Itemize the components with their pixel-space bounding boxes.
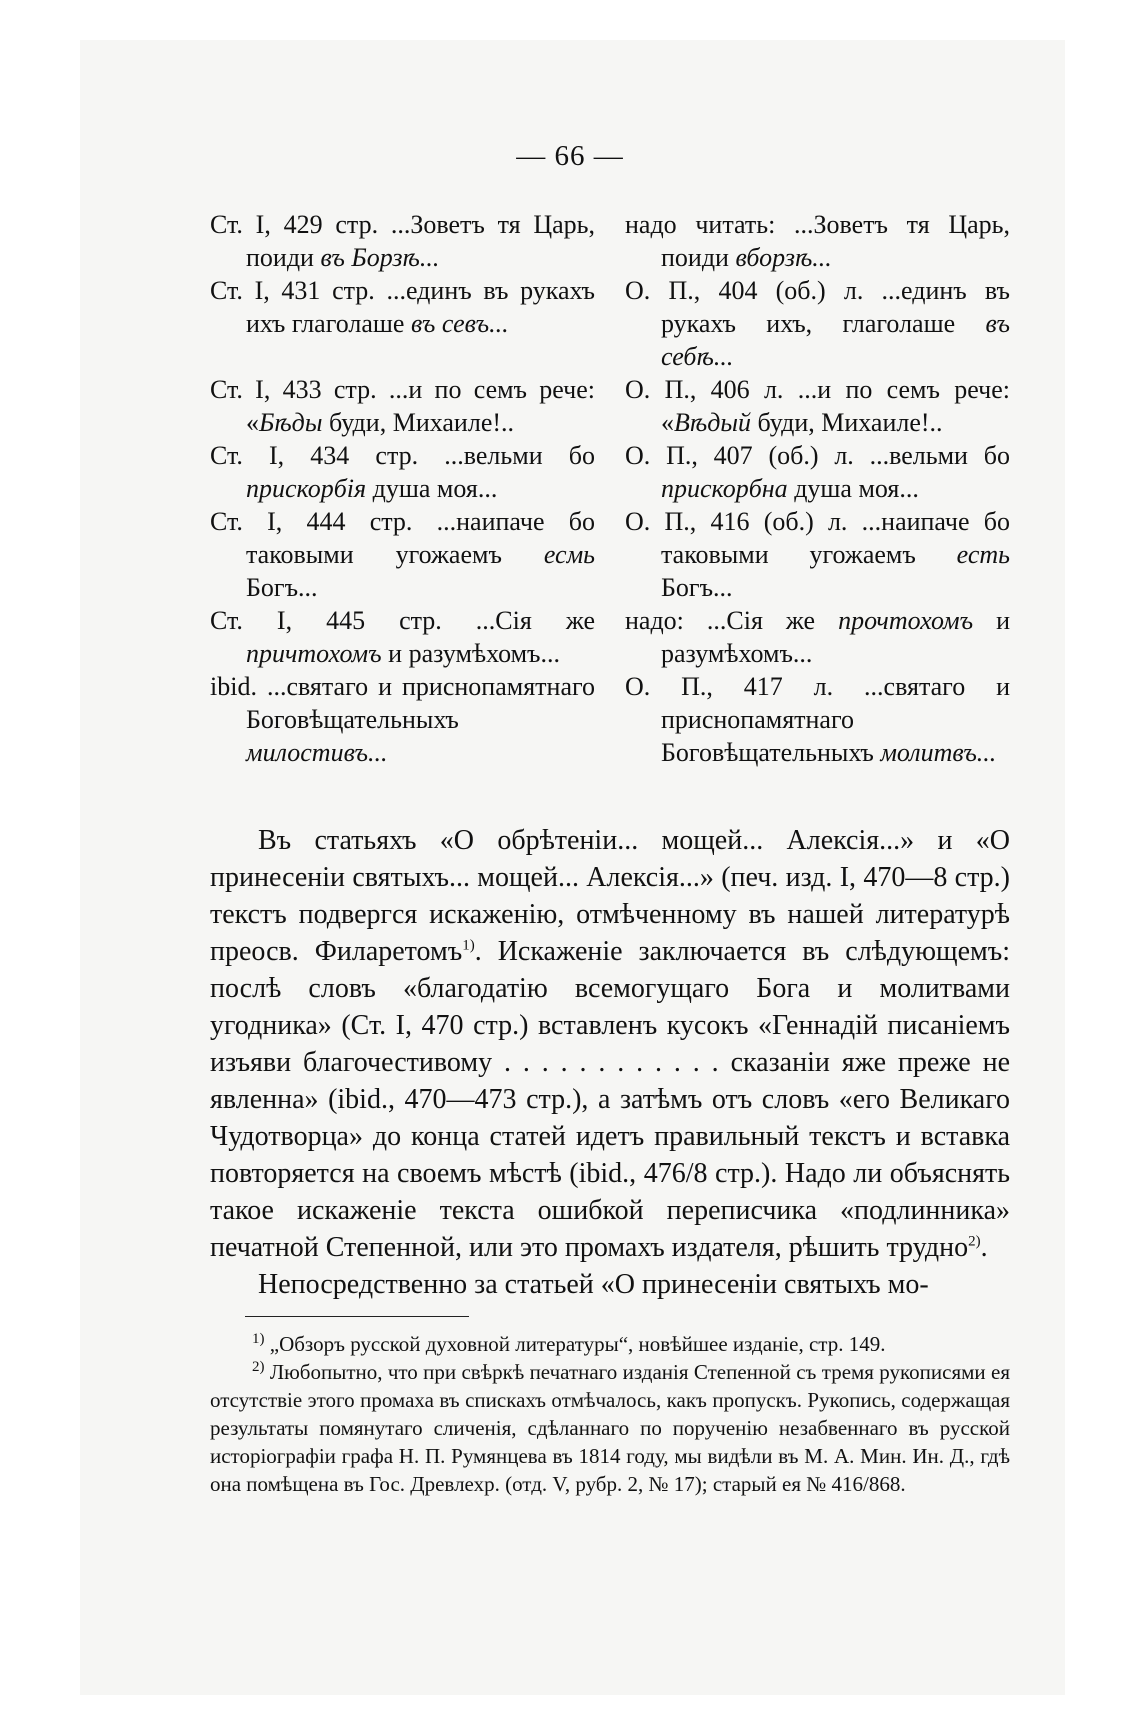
footnote-divider: [245, 1316, 469, 1317]
page-number: — 66 —: [516, 140, 624, 172]
manuscript-reading: О. П., 404 (об.) л. ...единъ въ рукахъ ихъ, глаголаше въ себѣ...: [625, 276, 1010, 371]
footnote: $^{1)}$ „Обзоръ русской духовной литературы“, новѣйшее изданіе, стр. 149.: [252, 1331, 886, 1356]
footnote-marker: 2): [252, 1359, 265, 1375]
comparison-row: [210, 208, 1010, 274]
italic-text: въ Борзѣ...: [320, 243, 440, 272]
printed-edition-reading: ibid. ...святаго и приснопамятнаго Боговѣщательныхъ милостивъ...: [210, 672, 595, 767]
italic-text: Вѣдый: [674, 408, 751, 437]
comparison-table: [210, 208, 1010, 769]
italic-text: причтохомъ: [246, 639, 382, 668]
body-paragraph: Непосредственно за статьей «О принесеніи святыхъ мо-: [258, 1269, 929, 1300]
italic-text: есмь: [543, 540, 595, 569]
printed-edition-reading: Ст. I, 445 стр. ...Сія же причтохомъ и разумѣхомъ...: [210, 606, 595, 668]
manuscript-reading: О. П., 416 (об.) л. ...наипаче бо таковыми угожаемъ есть Богъ...: [625, 507, 1010, 602]
manuscript-reading: надо читать: ...Зоветъ тя Царь, поиди вборзѣ...: [625, 210, 1010, 272]
comparison-row: [210, 274, 1010, 373]
printed-edition-reading: Ст. I, 444 стр. ...наипаче бо таковыми угожаемъ есмь Богъ...: [210, 507, 595, 602]
italic-text: есть: [956, 540, 1010, 569]
body-paragraph: Въ статьяхъ «О обрѣтеніи... мощей... Алексія...» и «О принесеніи святыхъ... мощей... Алексія...» (печ. изд. I, 470—8 стр.) текстъ подвергся искаженію, отмѣченному въ нашей литературѣ преосв. Филаретомъ$^{1)}$. Искаженіе заключается въ слѣдующемъ: послѣ словъ «благодатію всемогущаго Бога и молитвами угодника» (Ст. I, 470 стр.) вставленъ кусокъ «Геннадій писаніемъ изъяви благочестивому . . . . . . . . . . . . сказаніи яже преже не явленна» (ibid., 470—473 стр.), а затѣмъ отъ словъ «его Великаго Чудотворца» до конца статей идетъ правильный текстъ и вставка повторяется на своемъ мѣстѣ (ibid., 476/8 стр.). Надо ли объяснять такое искаженіе текста ошибкой переписчика «подлинника» печатной Степенной, или это промахъ издателя, рѣшить трудно$^{2)}$.: [210, 825, 1010, 1263]
comparison-row: [210, 505, 1010, 604]
italic-text: прочтохомъ: [838, 606, 974, 635]
footnote-marker: 1): [252, 1331, 265, 1347]
footnote-marker: 1): [462, 937, 475, 954]
comparison-row: [210, 604, 1010, 670]
printed-edition-reading: Ст. I, 431 стр. ...единъ въ рукахъ ихъ глаголаше въ севъ...: [210, 276, 595, 338]
comparison-row: [210, 439, 1010, 505]
comparison-row: [210, 373, 1010, 439]
manuscript-reading: О. П., 407 (об.) л. ...вельми бо прискорбна душа моя...: [625, 441, 1010, 503]
printed-edition-reading: Ст. I, 433 стр. ...и по семъ рече: «Бѣды буди, Михаиле!..: [210, 375, 595, 437]
printed-edition-reading: Ст. I, 434 стр. ...вельми бо прискорбія душа моя...: [210, 441, 595, 503]
main-text: [210, 822, 1010, 1303]
footnote: $^{2)}$ Любопытно, что при свѣркѣ печатнаго изданія Степенной съ тремя рукописями ея отсутствіе этого промаха въ спискахъ отмѣчалось, какъ пропускъ. Рукопись, содержащая результаты помянутаго сличенія, сдѣланнаго по порученію незабвеннаго въ русской исторіографіи графа Н. П. Румянцева въ 1814 году, мы видѣли въ М. А. Мин. Ин. Д., гдѣ она помѣщена въ Гос. Древлехр. (отд. V, рубр. 2, № 17); старый ея № 416/868.: [210, 1359, 1010, 1496]
footnote-marker: 2): [968, 1233, 981, 1250]
italic-text: Бѣды: [259, 408, 323, 437]
italic-text: въ себѣ...: [661, 309, 1010, 371]
italic-text: вборзѣ...: [735, 243, 832, 272]
manuscript-reading: надо: ...Сія же прочтохомъ и разумѣхомъ...: [625, 606, 1010, 668]
italic-text: молитвъ...: [880, 738, 997, 767]
footnotes: [210, 1330, 1010, 1498]
italic-text: въ севъ...: [410, 309, 509, 338]
manuscript-reading: О. П., 406 л. ...и по семъ рече: «Вѣдый буди, Михаиле!..: [625, 375, 1010, 437]
printed-edition-reading: Ст. I, 429 стр. ...Зоветъ тя Царь, поиди въ Борзѣ...: [210, 210, 595, 272]
manuscript-reading: О. П., 417 л. ...святаго и приснопамятнаго Боговѣщательныхъ молитвъ...: [625, 672, 1010, 767]
italic-text: прискорбія: [246, 474, 367, 503]
italic-text: прискорбна: [661, 474, 788, 503]
comparison-row: [210, 670, 1010, 769]
italic-text: милостивъ...: [246, 738, 388, 767]
